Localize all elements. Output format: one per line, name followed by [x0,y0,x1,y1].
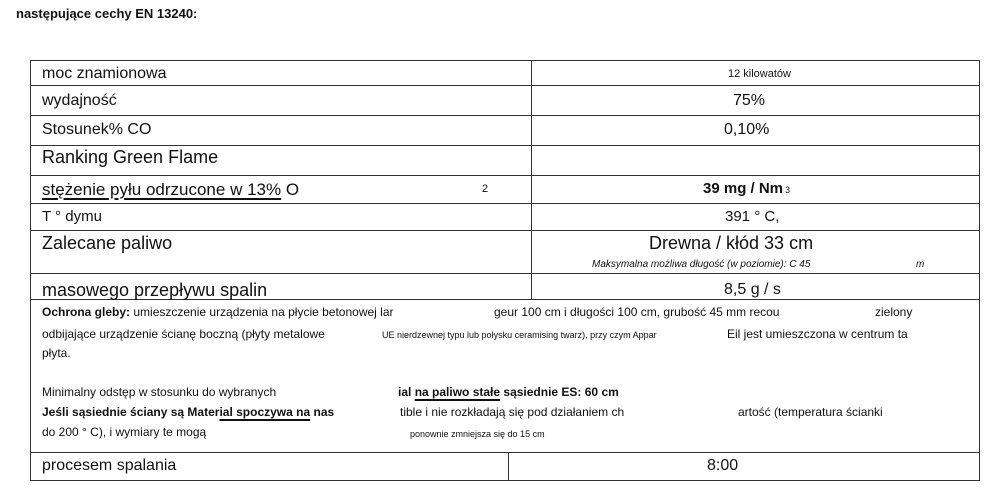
ochrona-line-6a: do 200 ° C), i wymiary te mogą [42,425,207,439]
note-maksymalna-dlugosc: Maksymalna możliwa długość (w poziomie): C 45 [592,259,811,270]
ochrona-line-1b: geur 100 cm i długości 100 cm, grubość 45 mm recou [494,305,780,319]
value-masowy-przeplyw-spalin: 8,5 g / s [724,281,781,298]
value-zalecane-paliwo: Drewna / kłód 33 cm [649,233,814,253]
label-stezenie-pylu-o2: O [285,180,300,199]
ochrona-line-5b: ial spoczywa na [219,405,311,419]
page-heading: następujące cechy EN 13240: [16,6,198,21]
ochrona-line-3: płyta. [42,346,71,360]
label-t-dymu: T ° dymu [42,208,102,225]
ochrona-line-2a: odbijające urządzenie ścianę boczną (płyty metalowe [42,327,325,341]
ochrona-line-1c: zielony [875,305,913,319]
label-zalecane-paliwo: Zalecane paliwo [42,233,173,253]
value-stosunek-co: 0,10% [724,121,770,138]
note-maksymalna-dlugosc-unit: m [916,259,925,270]
ochrona-line-4b: ial [398,385,412,399]
label-wydajnosc: wydajność [42,92,117,109]
ochrona-line-5d: tible i nie rozkładają się pod działaniem ch [400,405,625,419]
ochrona-line-5c: nas [313,405,335,419]
label-stezenie-pylu-subscript: 2 [482,183,489,195]
label-stezenie-pylu [42,180,299,200]
label-ranking-green-flame: Ranking Green Flame [42,147,219,167]
ochrona-line-4c: na paliwo stałe [414,385,501,399]
label-moc-znamionowa: moc znamionowa [42,65,167,82]
ochrona-line-4d: sąsiednie ES: 60 cm [503,385,619,399]
value-stezenie-pylu-sub: 3 [785,185,791,195]
value-wydajnosc: 75% [733,92,766,109]
ochrona-line-5e: artość (temperatura ścianki [738,405,883,419]
ochrona-line-4a: Minimalny odstęp w stosunku do wybranych [42,385,277,399]
value-stezenie-pylu [703,180,790,197]
value-t-dymu: 391 ° C, [725,208,780,225]
ochrona-line-5a: Jeśli sąsiednie ściany są Mater [42,405,220,419]
ochrona-line-6b: ponownie zmniejsza się do 15 cm [410,429,545,439]
ochrona-line-5-left [42,405,334,419]
label-stosunek-co: Stosunek% CO [42,121,152,138]
value-moc-znamionowa: 12 kilowatów [728,68,791,80]
ochrona-line-2b: UE nierdzewnej typu lub połysku ceramising twarz), przy czym Appar [382,330,657,340]
value-procesem-spalania: 8:00 [707,457,739,474]
ochrona-title: Ochrona gleby: [42,305,131,319]
label-procesem-spalania: procesem spalania [42,457,177,474]
ochrona-line-1a: umieszczenie urządzenia na płycie betonowej lar [133,305,394,319]
value-stezenie-pylu-text: 39 mg / Nm [703,180,784,197]
label-stezenie-pylu-text: stężenie pyłu odrzucone w 13% [42,180,282,199]
label-masowy-przeplyw-spalin: masowego przepływu spalin [42,280,268,300]
ochrona-line-2c: Eil jest umieszczona w centrum ta [727,327,908,341]
ochrona-line-1 [42,305,394,319]
ochrona-line-4-right [398,385,619,399]
